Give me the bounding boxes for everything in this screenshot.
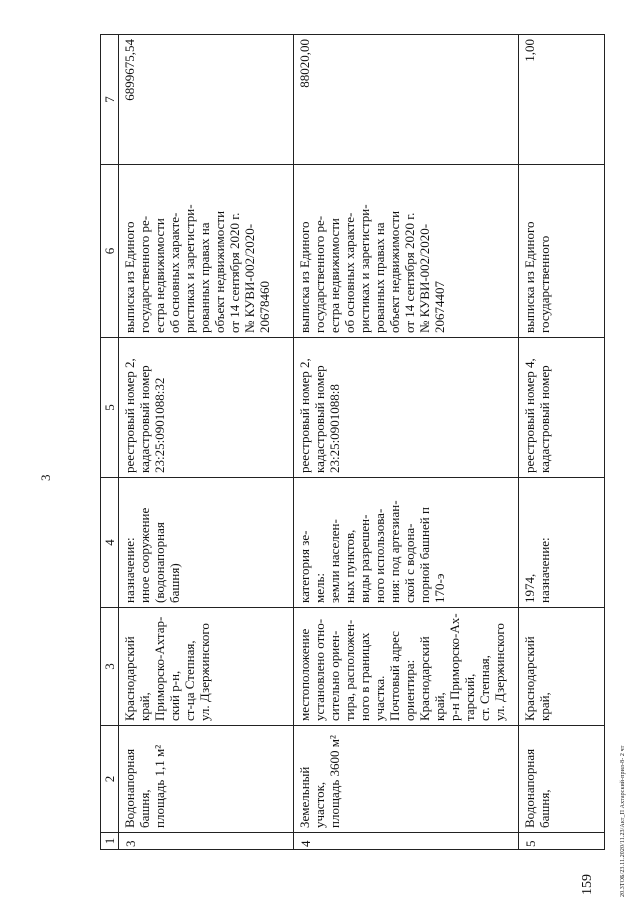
col-header: 2 bbox=[101, 726, 119, 833]
row-number: 5 bbox=[519, 833, 605, 850]
cell-line: установлено отно- bbox=[312, 618, 327, 721]
address-cell bbox=[119, 608, 294, 726]
value-cell: 6899675,54 bbox=[119, 35, 294, 165]
cell-line: выписка из Единого bbox=[297, 221, 312, 333]
table-row bbox=[519, 35, 605, 850]
registry-cell bbox=[119, 338, 294, 478]
cell-line: ристиках и зарегистри- bbox=[357, 204, 372, 333]
cell-line: реестровый номер 4, bbox=[522, 358, 537, 473]
cell-line: кадастровый номер bbox=[537, 365, 552, 473]
cell-line: объект недвижимости bbox=[387, 210, 402, 333]
footer-code: 20.3ТОБ/23.11.2020/11.23/Акт_П Ахтарский-прил-8- 2 чт bbox=[620, 745, 626, 897]
col-header: 3 bbox=[101, 608, 119, 726]
document-cell bbox=[294, 165, 519, 338]
cell-line: ст. Степная, bbox=[477, 655, 492, 721]
cell-line: № КУВИ-002/2020- bbox=[242, 223, 257, 333]
characteristics-cell bbox=[519, 478, 605, 608]
property-table bbox=[100, 35, 605, 850]
cell-line: край, bbox=[137, 692, 152, 721]
cell-line: 20678460 bbox=[257, 281, 272, 333]
object-cell bbox=[519, 726, 605, 833]
object-cell bbox=[119, 726, 294, 833]
cell-line: виды разрешен- bbox=[357, 514, 372, 603]
col-header: 6 bbox=[101, 165, 119, 338]
table-body bbox=[119, 35, 605, 850]
cell-line: естра недвижимости bbox=[152, 218, 167, 333]
cell-line: рованных правах на bbox=[372, 222, 387, 333]
cell-line: ния: под артезиан- bbox=[387, 500, 402, 603]
cell-line: Водонапорная bbox=[522, 748, 537, 828]
page-number: 3 bbox=[38, 474, 53, 481]
cell-line: 23:25:0901088:32 bbox=[152, 377, 167, 473]
cell-line: участка. bbox=[372, 675, 387, 721]
cell-line: Почтовый адрес bbox=[387, 631, 402, 721]
cell-line: (водонапорная bbox=[152, 522, 167, 603]
cell-line: мель: bbox=[312, 572, 327, 603]
cell-line: Приморско-Ахтар- bbox=[152, 616, 167, 721]
cell-line: р-н Приморско-Ах- bbox=[447, 613, 462, 721]
cell-line: Краснодарский bbox=[522, 636, 537, 721]
cell-line: кадастровый номер bbox=[137, 365, 152, 473]
cell-line: реестровый номер 2, bbox=[297, 358, 312, 473]
cell-line: ного использова- bbox=[372, 508, 387, 603]
registry-cell bbox=[519, 338, 605, 478]
cell-line: ул. Дзержинского bbox=[197, 623, 212, 721]
cell-line: участок, bbox=[312, 781, 327, 828]
cell-line: 23:25:0901088:8 bbox=[327, 384, 342, 473]
cell-line: башня) bbox=[167, 563, 182, 603]
characteristics-cell bbox=[294, 478, 519, 608]
cell-line: ного в границах bbox=[357, 632, 372, 721]
table-row bbox=[119, 35, 294, 850]
cell-line: назначение: bbox=[122, 537, 137, 603]
cell-line: башня, bbox=[137, 789, 152, 828]
cell-line: государственного ре- bbox=[312, 215, 327, 333]
cell-line: местоположение bbox=[297, 628, 312, 721]
cell-line: тарский, bbox=[462, 673, 477, 721]
col-header: 1 bbox=[101, 833, 119, 850]
table-row bbox=[294, 35, 519, 850]
cell-line: от 14 сентября 2020 г. bbox=[227, 212, 242, 333]
registry-cell bbox=[294, 338, 519, 478]
cell-line: 1974, bbox=[522, 573, 537, 603]
cell-line: порной башней п bbox=[417, 507, 432, 603]
cell-line: № КУВИ-002/2020- bbox=[417, 223, 432, 333]
cell-line: иное сооружение bbox=[137, 507, 152, 603]
cell-line: выписка из Единого bbox=[522, 221, 537, 333]
cell-line: 170-э bbox=[432, 573, 447, 603]
cell-line: ул. Дзержинского bbox=[492, 623, 507, 721]
cell-line: сительно ориен- bbox=[327, 630, 342, 721]
cell-line: ных пунктов, bbox=[342, 529, 357, 603]
cell-line: Краснодарский bbox=[417, 636, 432, 721]
cell-line: реестровый номер 2, bbox=[122, 358, 137, 473]
cell-line: башня, bbox=[537, 789, 552, 828]
cell-line: Краснодарский bbox=[122, 636, 137, 721]
cell-line: край, bbox=[537, 692, 552, 721]
col-header: 7 bbox=[101, 35, 119, 165]
object-cell bbox=[294, 726, 519, 833]
cell-line: площадь 1,1 м² bbox=[152, 744, 167, 828]
cell-line: ориентира: bbox=[402, 659, 417, 721]
cell-line: земли населен- bbox=[327, 519, 342, 603]
cell-line: об основных характе- bbox=[342, 212, 357, 333]
cell-line: выписка из Единого bbox=[122, 221, 137, 333]
cell-line: ристиках и зарегистри- bbox=[182, 204, 197, 333]
cell-line: ский р-н, bbox=[167, 670, 182, 721]
cell-line: ской с водона- bbox=[402, 523, 417, 603]
cell-line: Водонапорная bbox=[122, 748, 137, 828]
cell-line: ст-ца Степная, bbox=[182, 640, 197, 721]
cell-line: кадастровый номер bbox=[312, 365, 327, 473]
header-row bbox=[101, 35, 119, 850]
value-cell: 1,00 bbox=[519, 35, 605, 165]
row-number: 3 bbox=[119, 833, 294, 850]
document-cell bbox=[519, 165, 605, 338]
document-cell bbox=[119, 165, 294, 338]
cell-line: рованных правах на bbox=[197, 222, 212, 333]
col-header: 5 bbox=[101, 338, 119, 478]
cell-line: государственного bbox=[537, 235, 552, 333]
cell-line: об основных характе- bbox=[167, 212, 182, 333]
cell-line: площадь 3600 м² bbox=[327, 735, 342, 828]
cell-line: тира, расположен- bbox=[342, 619, 357, 721]
characteristics-cell bbox=[119, 478, 294, 608]
address-cell bbox=[519, 608, 605, 726]
value-cell: 88020,00 bbox=[294, 35, 519, 165]
cell-line: Земельный bbox=[297, 766, 312, 828]
cell-line: объект недвижимости bbox=[212, 210, 227, 333]
cell-line: назначение: bbox=[537, 537, 552, 603]
cell-line: край, bbox=[432, 692, 447, 721]
cell-line: 20674407 bbox=[432, 281, 447, 333]
sheet-number: 159 bbox=[580, 874, 595, 895]
cell-line: от 14 сентября 2020 г. bbox=[402, 212, 417, 333]
cell-line: государственного ре- bbox=[137, 215, 152, 333]
address-cell bbox=[294, 608, 519, 726]
col-header: 4 bbox=[101, 478, 119, 608]
cell-line: категория зе- bbox=[297, 530, 312, 603]
row-number: 4 bbox=[294, 833, 519, 850]
cell-line: естра недвижимости bbox=[327, 218, 342, 333]
